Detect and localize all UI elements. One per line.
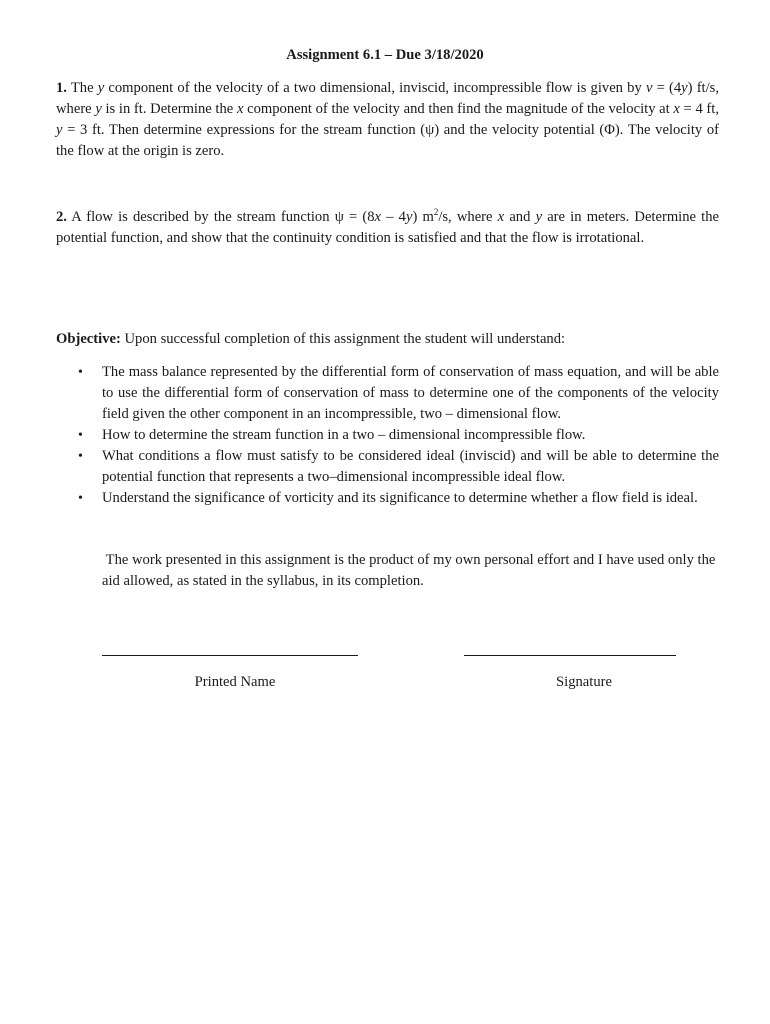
objective-list [56, 362, 719, 509]
question-2-number: 2. [56, 209, 67, 225]
list-item: • Understand the significance of vorticity and its significance to determine whether a flow field is ideal. [56, 488, 719, 509]
q1-var: x [673, 101, 680, 117]
list-item: • How to determine the stream function in a two – dimensional incompressible flow. [56, 425, 719, 446]
objective-label: Objective: [56, 331, 121, 347]
q2-text: A flow is described by the stream function ψ = (8 [66, 209, 375, 225]
assignment-title: Assignment 6.1 – Due 3/18/2020 [286, 47, 484, 63]
q1-var: y [56, 122, 63, 138]
q2-text: – 4 [381, 209, 406, 225]
q1-text: component of the velocity of a two dimensional, inviscid, incompressible flow is given by [104, 80, 646, 96]
q1-var: v [645, 80, 653, 96]
q1-text: = 4 ft, [679, 101, 719, 117]
q2-text: and [504, 209, 536, 225]
q1-var: y [681, 80, 688, 96]
q2-text: ) m [412, 209, 434, 225]
q1-var: x [236, 101, 244, 117]
q1-text: = (4 [652, 80, 682, 96]
q1-text: = 3 ft. Then determine expressions for the stream function (ψ) and the velocity potential (Φ). The velocity of the flow at the origin is zero. [56, 122, 719, 159]
q1-text: The [66, 80, 98, 96]
q2-var: y [405, 209, 413, 225]
signature-line[interactable] [464, 655, 676, 656]
question-1-number: 1. [56, 80, 67, 96]
printed-name-label: Printed Name [194, 674, 276, 690]
list-item: • What conditions a flow must satisfy to be considered ideal (inviscid) and will be able to determine the potential function that represents a two–dimensional incompressible ideal flow. [56, 446, 719, 488]
objective-intro [56, 329, 719, 350]
q1-text: ) ft/s, where [56, 80, 719, 117]
signature-label: Signature [556, 674, 612, 690]
question-1 [56, 78, 719, 162]
q2-var: x [497, 209, 505, 225]
q1-text: component of the velocity and then find the magnitude of the velocity at [243, 101, 674, 117]
honor-statement-text: The work presented in this assignment is the product of my own personal effort and I have used only the aid allowed, as stated in the syllabus, in its completion. [102, 552, 716, 589]
q2-text: are in meters. Determine the potential function, and show that the continuity condition is satisfied and that the flow is irrotational. [56, 209, 719, 246]
q2-text: /s, where [438, 209, 498, 225]
q2-var: y [535, 209, 543, 225]
q1-text: is in ft. Determine the [101, 101, 237, 117]
objective-text: Upon successful completion of this assignment the student will understand: [120, 331, 566, 347]
list-item: • The mass balance represented by the differential form of conservation of mass equation, and will be able to use the differential form of conservation of mass to determine one of the components of the velocity field given the other component in an incompressible, two – dimensional flow. [56, 362, 719, 425]
q2-var: x [374, 209, 382, 225]
q1-var: y [95, 101, 102, 117]
q2-superscript: 2 [433, 207, 439, 218]
q1-var: y [97, 80, 105, 96]
question-2 [56, 207, 719, 249]
honor-statement [102, 550, 719, 592]
printed-name-line[interactable] [102, 655, 358, 656]
